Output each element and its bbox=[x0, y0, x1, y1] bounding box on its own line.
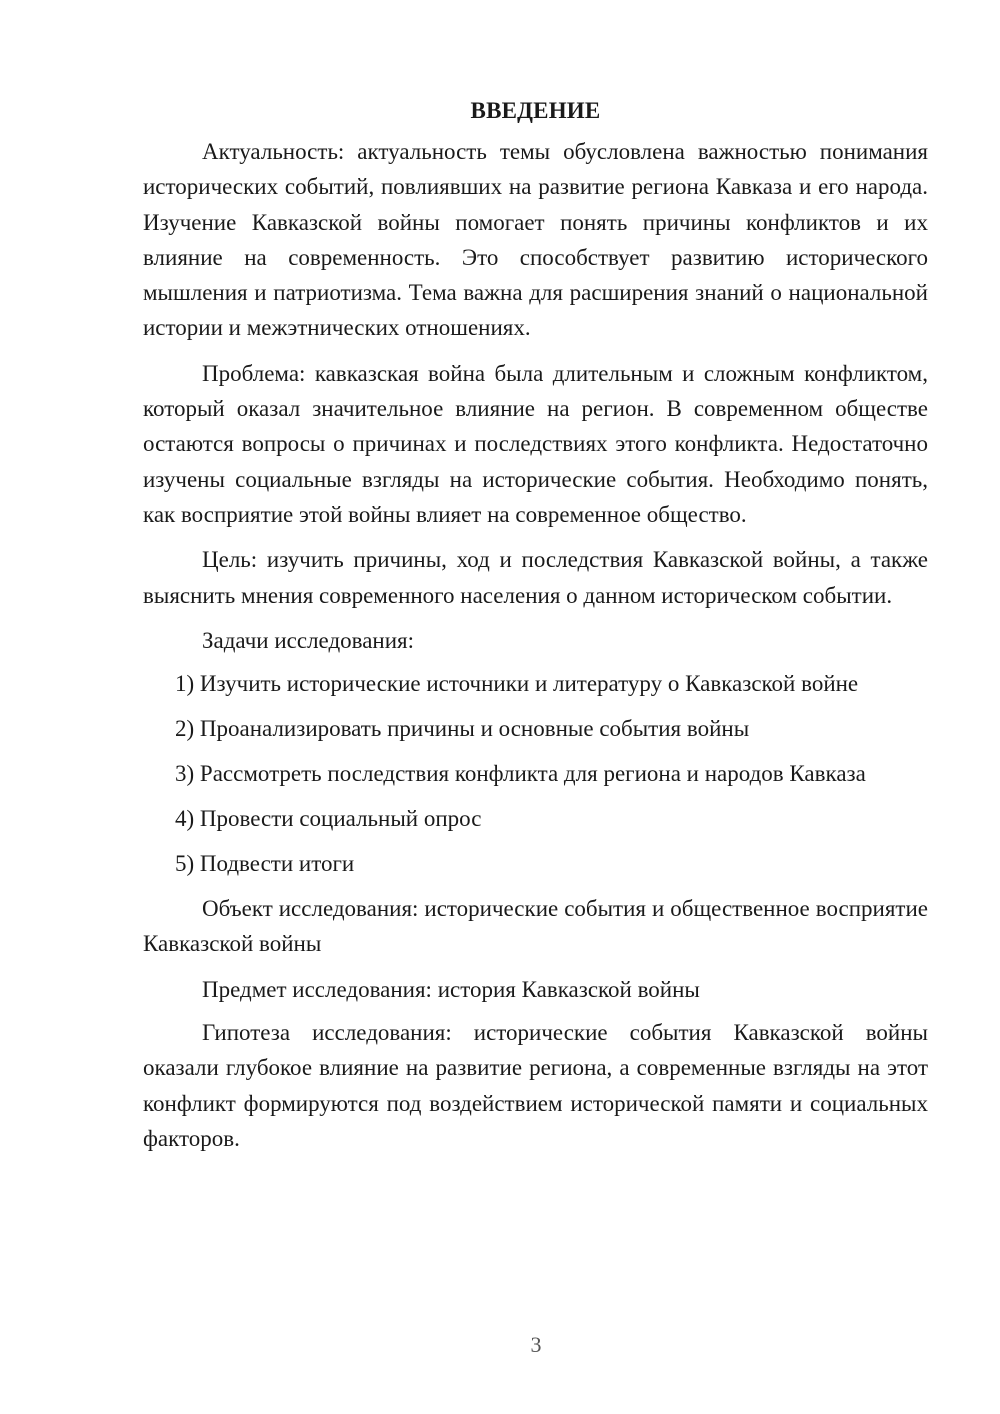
task-item-4: 4) Провести социальный опрос bbox=[175, 806, 482, 832]
task-item-1: 1) Изучить исторические источники и литературу о Кавказской войне bbox=[175, 671, 859, 697]
problem-paragraph: Проблема: кавказская война была длительным и сложным конфликтом, который оказал значительное влияние на регион. В современном обществе остаются вопросы о причинах и последствиях этого конфликта. Недостаточно изучены социальные взгляды на исторические события. Необходимо понять, как восприятие этой войны влияет на современное общество. bbox=[143, 360, 928, 527]
task-item-3: 3) Рассмотреть последствия конфликта для региона и народов Кавказа bbox=[175, 761, 866, 787]
object-paragraph: Объект исследования: исторические события и общественное восприятие Кавказской войны bbox=[143, 896, 928, 957]
tasks-list bbox=[143, 666, 928, 881]
subject-paragraph: Предмет исследования: история Кавказской войны bbox=[202, 976, 700, 1002]
document-page bbox=[143, 96, 928, 1166]
section-heading: ВВЕДЕНИЕ bbox=[470, 98, 601, 123]
page-number: 3 bbox=[530, 1332, 542, 1357]
hypothesis-paragraph: Гипотеза исследования: исторические события Кавказской войны оказали глубокое влияние на развитие региона, а современные взгляды на этот конфликт формируются под воздействием исторической памяти и социальных факторов. bbox=[143, 1020, 928, 1151]
goal-paragraph: Цель: изучить причины, ход и последствия Кавказской войны, а также выяснить мнения современного населения о данном историческом событии. bbox=[143, 547, 928, 608]
tasks-title: Задачи исследования: bbox=[202, 627, 415, 653]
task-item-2: 2) Проанализировать причины и основные события войны bbox=[175, 716, 750, 742]
relevance-paragraph: Актуальность: актуальность темы обусловлена важностью понимания исторических событий, повлиявших на развитие региона Кавказа и его народа. Изучение Кавказской войны помогает понять причины конфликтов и их влияние на современность. Это способствует развитию исторического мышления и патриотизма. Тема важна для расширения знаний о национальной истории и межэтнических отношениях. bbox=[143, 139, 928, 341]
task-item-5: 5) Подвести итоги bbox=[175, 851, 355, 877]
